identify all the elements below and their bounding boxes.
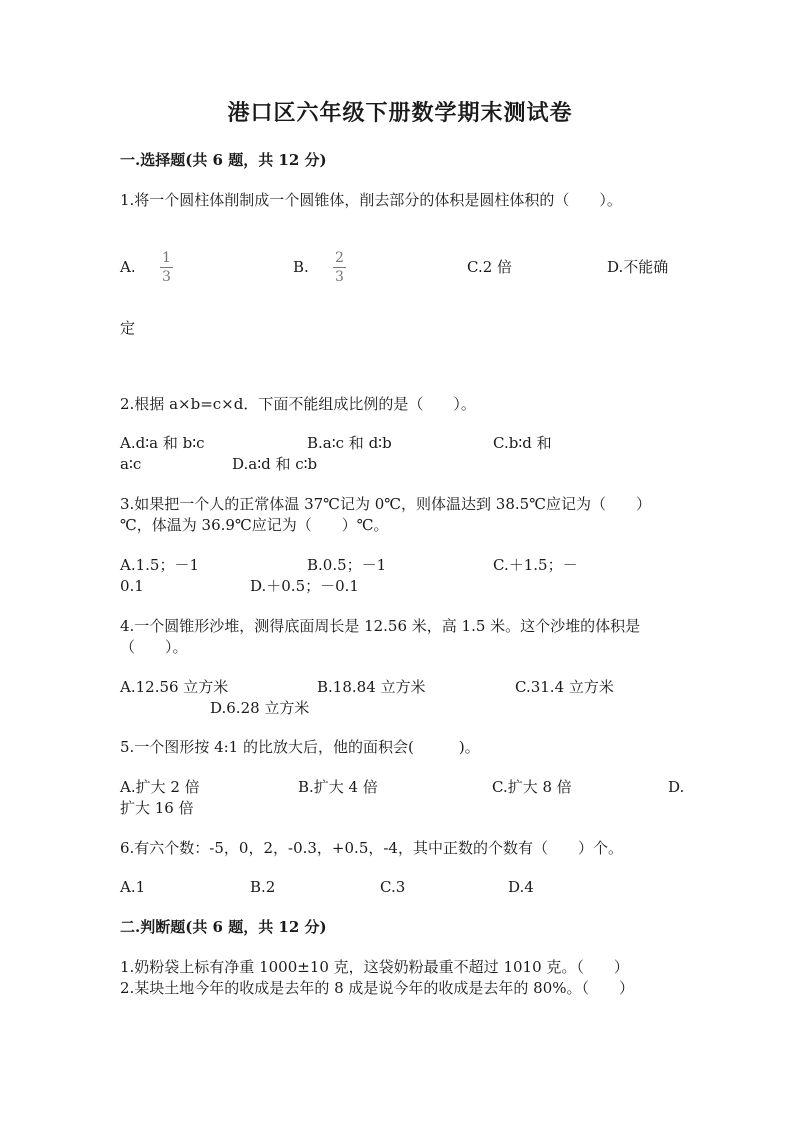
fraction-numerator: 2 xyxy=(335,250,344,266)
question-6-stem: 6.有六个数：-5，0，2，-0.3，+0.5，-4，其中正数的个数有（ ）个。 xyxy=(120,839,623,857)
judgement-question-1: 1.奶粉袋上标有净重 1000±10 克，这袋奶粉最重不超过 1010 克。（ ） xyxy=(120,958,629,976)
question-3-stem-line-1: 3.如果把一个人的正常体温 37℃记为 0℃，则体温达到 38.5℃应记为（ ） xyxy=(120,495,651,513)
question-1-option-d: D.不能确 xyxy=(607,258,669,276)
question-5-option-b: B.扩大 4 倍 xyxy=(298,778,378,796)
question-1-option-a-fraction xyxy=(160,250,173,285)
question-1-option-d-continued: 定 xyxy=(120,319,136,337)
question-4-stem-line-2: （ ）。 xyxy=(120,638,188,656)
question-5-stem: 5.一个图形按 4:1 的比放大后，他的面积会( )。 xyxy=(120,738,480,756)
question-6-option-b: B.2 xyxy=(250,878,276,896)
question-6-option-a: A.1 xyxy=(120,878,146,896)
question-1-option-c: C.2 倍 xyxy=(467,258,513,276)
question-3-stem-line-2: ℃，体温为 36.9℃应记为（ ）℃。 xyxy=(120,516,389,534)
question-5-option-d: D. xyxy=(668,778,685,796)
question-4-option-c: C.31.4 立方米 xyxy=(515,678,614,696)
question-3-option-d: D.＋0.5；－0.1 xyxy=(250,577,359,595)
question-3-option-c: C.＋1.5；－ xyxy=(493,556,578,574)
fraction-bar xyxy=(160,267,173,268)
question-2-option-b: B.a∶c 和 d∶b xyxy=(307,434,392,452)
question-2-option-a: A.d∶a 和 b∶c xyxy=(120,434,205,452)
question-6-option-d: D.4 xyxy=(508,878,534,896)
fraction-bar xyxy=(333,267,346,268)
question-2-stem: 2.根据 a×b=c×d．下面不能组成比例的是（ ）。 xyxy=(120,395,476,413)
question-1-stem: 1.将一个圆柱体削制成一个圆锥体，削去部分的体积是圆柱体积的（ ）。 xyxy=(120,191,622,209)
question-2-option-c-continued: a∶c xyxy=(120,455,142,473)
question-5-option-a: A.扩大 2 倍 xyxy=(120,778,200,796)
page-title: 港口区六年级下册数学期末测试卷 xyxy=(227,100,573,126)
question-1-option-a-label: A. xyxy=(120,258,136,276)
question-5-option-d-continued: 扩大 16 倍 xyxy=(120,799,194,817)
question-4-option-d: D.6.28 立方米 xyxy=(210,699,310,717)
question-2-option-c: C.b∶d 和 xyxy=(493,434,552,452)
question-2-option-d: D.a∶d 和 c∶b xyxy=(232,455,318,473)
question-3-option-c-continued: 0.1 xyxy=(120,577,144,595)
question-3-option-b: B.0.5；－1 xyxy=(307,556,387,574)
fraction-denominator: 3 xyxy=(162,269,171,285)
fraction-denominator: 3 xyxy=(335,269,344,285)
section-heading-judgement: 二.判断题(共 6 题，共 12 分) xyxy=(120,918,327,936)
question-1-option-b-fraction xyxy=(333,250,346,285)
question-1-option-b-label: B. xyxy=(293,258,309,276)
fraction-numerator: 1 xyxy=(162,250,171,266)
question-4-option-a: A.12.56 立方米 xyxy=(120,678,229,696)
question-4-stem-line-1: 4.一个圆锥形沙堆，测得底面周长是 12.56 米，高 1.5 米。这个沙堆的体积是 xyxy=(120,617,641,635)
section-heading-choice: 一.选择题(共 6 题，共 12 分) xyxy=(120,151,327,169)
judgement-question-2: 2.某块土地今年的收成是去年的 8 成是说今年的收成是去年的 80%。（ ） xyxy=(120,979,635,997)
question-3-option-a: A.1.5；－1 xyxy=(120,556,199,574)
question-6-option-c: C.3 xyxy=(380,878,406,896)
question-4-option-b: B.18.84 立方米 xyxy=(317,678,426,696)
question-5-option-c: C.扩大 8 倍 xyxy=(492,778,572,796)
